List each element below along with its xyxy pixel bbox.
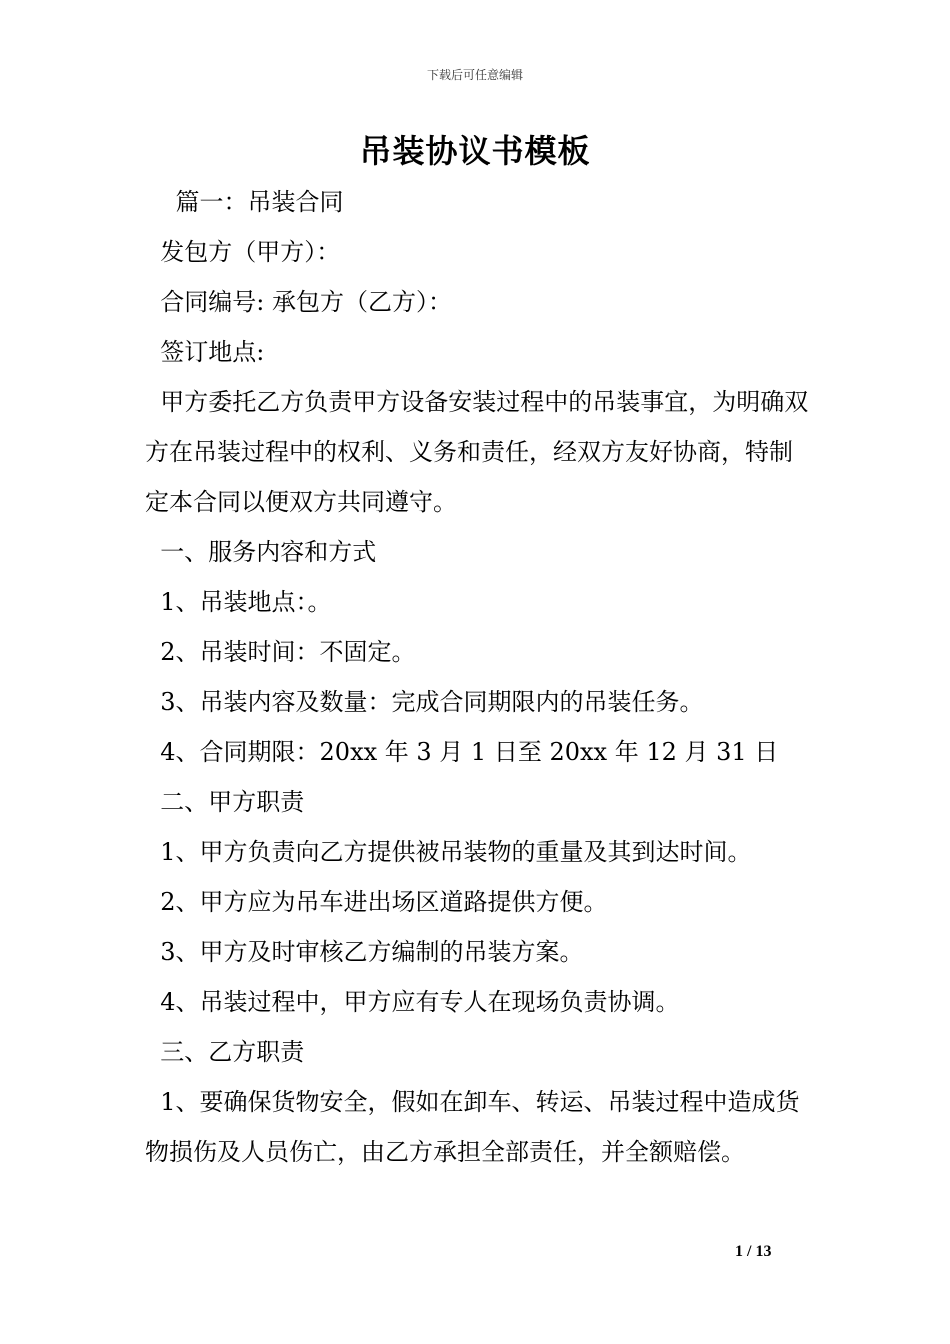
list-item: 3、吊装内容及数量：完成合同期限内的吊装任务。 (145, 688, 704, 716)
list-item: 1、甲方负责向乙方提供被吊装物的重量及其到达时间。 (145, 838, 752, 866)
list-item: 3、甲方及时审核乙方编制的吊装方案。 (145, 938, 584, 966)
section-three-heading: 三、乙方职责 (145, 1038, 305, 1066)
list-item: 4、吊装过程中，甲方应有专人在现场负责协调。 (145, 988, 680, 1016)
page-header: 下载后可任意编辑 (426, 68, 523, 82)
page-number: 1 / 13 (735, 1243, 772, 1260)
section-one-heading: 一、服务内容和方式 (145, 538, 377, 566)
list-item: 2、吊装时间：不固定。 (145, 638, 416, 666)
list-item: 1、要确保货物安全，假如在卸车、转运、吊装过程中造成货物损伤及人员伤亡，由乙方承担全部责任，并全额赔偿。 (145, 1088, 800, 1166)
document-body (145, 177, 810, 1177)
document-title: 吊装协议书模板 (359, 132, 591, 170)
intro-paragraph: 甲方委托乙方负责甲方设备安装过程中的吊装事宜，为明确双方在吊装过程中的权利、义务和责任，经双方友好协商，特制定本合同以便双方共同遵守。 (145, 388, 809, 516)
section-heading: 篇一：吊装合同 (145, 188, 344, 216)
list-item: 4、合同期限：20xx 年 3 月 1 日至 20xx 年 12 月 31 日 (145, 738, 779, 766)
party-a-line: 发包方（甲方）： (145, 238, 341, 266)
list-item: 2、甲方应为吊车进出场区道路提供方便。 (145, 888, 608, 916)
section-two-heading: 二、甲方职责 (145, 788, 305, 816)
list-item: 1、吊装地点：。 (145, 588, 332, 616)
signing-location-line: 签订地点: (145, 338, 265, 366)
contract-number-line: 合同编号: 承包方（乙方）： (145, 288, 452, 316)
